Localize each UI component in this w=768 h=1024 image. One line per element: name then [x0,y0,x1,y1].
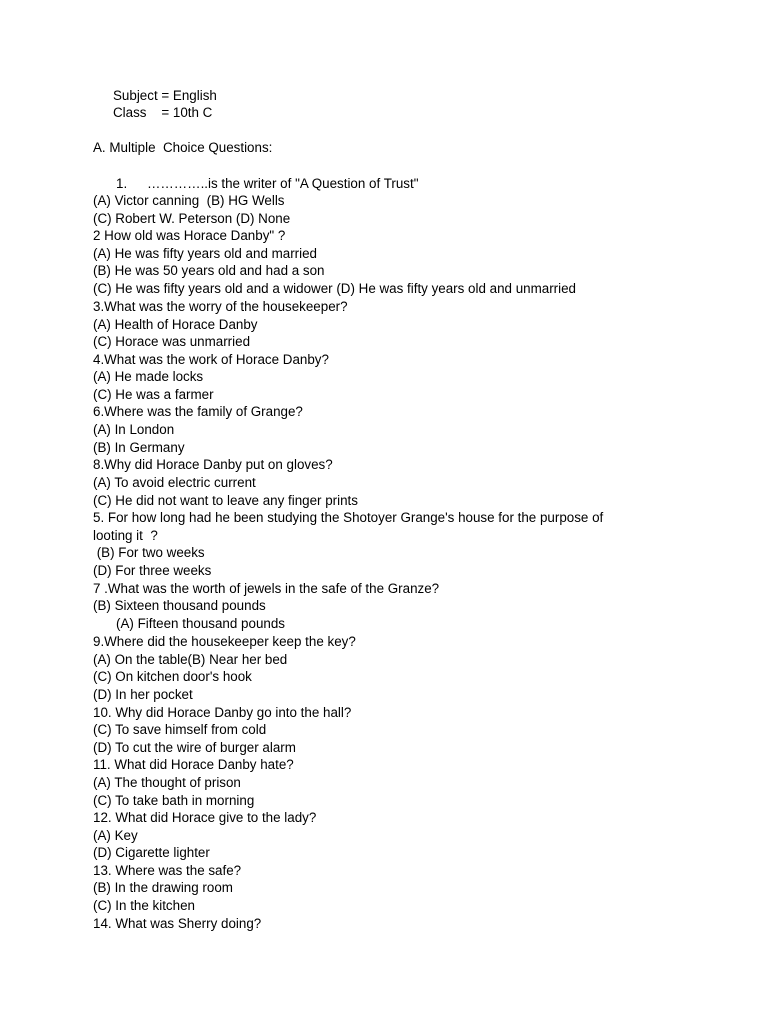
answer-option: (A) Fifteen thousand pounds [116,616,285,631]
subject-line: Subject = English [113,88,217,103]
answer-option: (A) On the table(B) Near her bed [93,652,288,667]
question-text: 4.What was the work of Horace Danby? [93,352,329,367]
answer-option: (C) He was fifty years old and a widower (D) He was fifty years old and unmarried [93,281,576,296]
answer-option: (D) In her pocket [93,687,193,702]
class-line: Class = 10th C [113,105,213,120]
answer-option: (D) To cut the wire of burger alarm [93,740,296,755]
answer-option: (C) In the kitchen [93,898,195,913]
answer-option: (A) He made locks [93,369,204,384]
question-text: 14. What was Sherry doing? [93,916,262,931]
question-text: 11. What did Horace Danby hate? [93,757,294,772]
answer-option: (B) Sixteen thousand pounds [93,598,266,613]
question-text: 5. For how long had he been studying the Shotoyer Grange's house for the purpose of [93,510,604,525]
answer-option: (A) To avoid electric current [93,475,256,490]
answer-option: (A) Victor canning (B) HG Wells [93,193,285,208]
answer-option: (B) In the drawing room [93,880,233,895]
answer-option: (B) For two weeks [93,545,205,560]
question-text: 13. Where was the safe? [93,863,242,878]
answer-option: (A) Health of Horace Danby [93,317,258,332]
answer-option: (A) The thought of prison [93,775,241,790]
question-text: 7 .What was the worth of jewels in the safe of the Granze? [93,581,440,596]
answer-option: (A) In London [93,422,175,437]
question-text: 9.Where did the housekeeper keep the key? [93,634,356,649]
answer-option: (C) Robert W. Peterson (D) None [93,211,291,226]
answer-option: (C) He did not want to leave any finger prints [93,493,358,508]
question-number: 1. [116,176,128,191]
question-text: 2 How old was Horace Danby" ? [93,228,286,243]
question-text: …………..is the writer of "A Question of Trust" [147,176,419,191]
answer-option: (C) On kitchen door's hook [93,669,252,684]
answer-option: (B) He was 50 years old and had a son [93,263,325,278]
section-title: A. Multiple Choice Questions: [93,140,273,155]
question-text-continued: looting it ? [93,528,158,543]
answer-option: (C) Horace was unmarried [93,334,251,349]
answer-option: (C) He was a farmer [93,387,214,402]
question-text: 10. Why did Horace Danby go into the hall? [93,705,352,720]
question-text: 8.Why did Horace Danby put on gloves? [93,457,333,472]
question-text: 3.What was the worry of the housekeeper? [93,299,348,314]
answer-option: (C) To save himself from cold [93,722,267,737]
answer-option: (D) For three weeks [93,563,212,578]
answer-option: (C) To take bath in morning [93,793,255,808]
answer-option: (B) In Germany [93,440,185,455]
answer-option: (A) He was fifty years old and married [93,246,317,261]
question-text: 6.Where was the family of Grange? [93,404,303,419]
answer-option: (D) Cigarette lighter [93,845,210,860]
answer-option: (A) Key [93,828,138,843]
question-text: 12. What did Horace give to the lady? [93,810,317,825]
